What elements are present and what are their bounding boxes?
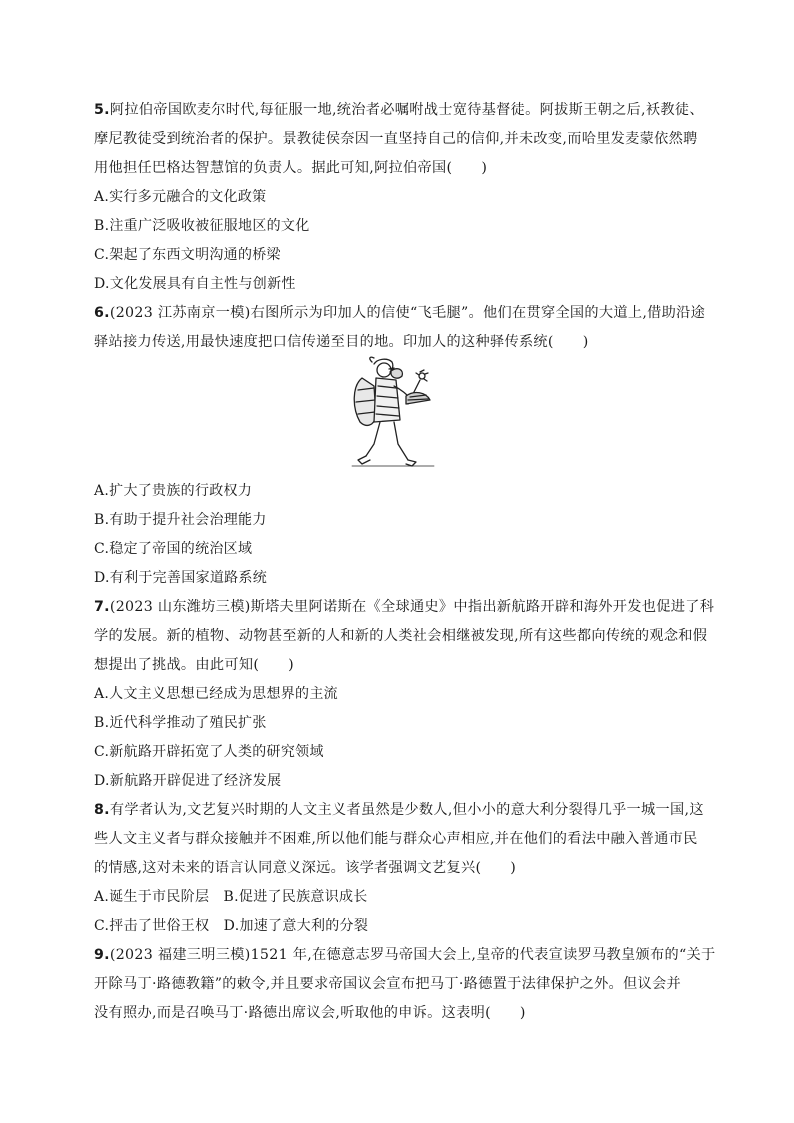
q6-option-a: A.扩大了贵族的行政权力 xyxy=(94,483,253,499)
q6-line-2: 驿站接力传送,用最快速度把口信传递至目的地。印加人的这种驿传系统( ) xyxy=(94,334,589,350)
q7-number: 7. xyxy=(94,599,110,615)
q7-line-1: 7.(2023 山东潍坊三模)斯塔夫里阿诺斯在《全球通史》中指出新航路开辟和海外开发也促进了科 xyxy=(94,599,715,615)
q9-number: 9. xyxy=(94,947,110,963)
q6-option-c: C.稳定了帝国的统治区域 xyxy=(94,541,253,557)
q8-line-3: 的情感,这对未来的语言认同意义深远。该学者强调文艺复兴( ) xyxy=(94,860,517,876)
q7-option-c: C.新航路开辟拓宽了人类的研究领域 xyxy=(94,744,324,760)
q7-line-2: 学的发展。新的植物、动物甚至新的人和新的人类社会相继被发现,所有这些都向传统的观念和假 xyxy=(94,628,708,644)
q9-line-2: 开除马丁·路德教籍”的敕令,并且要求帝国议会宣布把马丁·路德置于法律保护之外。但议会并 xyxy=(94,976,681,992)
q5-option-c: C.架起了东西文明沟通的桥梁 xyxy=(94,247,281,263)
q8-number: 8. xyxy=(94,802,110,818)
q7-option-b: B.近代科学推动了殖民扩张 xyxy=(94,715,267,731)
q5-option-d: D.文化发展具有自主性与创新性 xyxy=(94,276,296,292)
q5-option-a: A.实行多元融合的文化政策 xyxy=(94,189,267,205)
q9-line-1: 9.(2023 福建三明三模)1521 年,在德意志罗马帝国大会上,皇帝的代表宣读罗马教皇颁布的“关于 xyxy=(94,947,716,963)
q7-option-a: A.人文主义思想已经成为思想界的主流 xyxy=(94,686,338,702)
q8-line-2: 些人文主义者与群众接触并不困难,所以他们能与群众心声相应,并在他们的看法中融入普通市民 xyxy=(94,831,698,847)
q8-line-1: 8.有学者认为,文艺复兴时期的人文主义者虽然是少数人,但小小的意大利分裂得几乎一城一国,这 xyxy=(94,802,704,818)
q7-option-d: D.新航路开辟促进了经济发展 xyxy=(94,773,282,789)
q6-option-b: B.有助于提升社会治理能力 xyxy=(94,512,267,528)
q5-option-b: B.注重广泛吸收被征服地区的文化 xyxy=(94,218,310,234)
q5-number: 5. xyxy=(94,102,110,118)
q8-option-ab: A.诞生于市民阶层 B.促进了民族意识成长 xyxy=(94,889,368,905)
q8-option-cd: C.抨击了世俗王权 D.加速了意大利的分裂 xyxy=(94,918,369,934)
q6-number: 6. xyxy=(94,305,110,321)
q5-line-3: 用他担任巴格达智慧馆的负责人。据此可知,阿拉伯帝国( ) xyxy=(94,160,488,176)
q9-line-3: 没有照办,而是召唤马丁·路德出席议会,听取他的申诉。这表明( ) xyxy=(94,1005,526,1021)
q7-line-3: 想提出了挑战。由此可知( ) xyxy=(94,657,295,673)
q5-line-1: 5.阿拉伯帝国欧麦尔时代,每征服一地,统治者必嘱咐战士宽待基督徒。阿拔斯王朝之后,袄教徒、 xyxy=(94,102,704,118)
inca-messenger-illustration xyxy=(344,356,440,474)
q5-line-2: 摩尼教徒受到统治者的保护。景教徒侯奈因一直坚持自己的信仰,并未改变,而哈里发麦蒙依然聘 xyxy=(94,131,698,147)
q6-option-d: D.有利于完善国家道路系统 xyxy=(94,570,268,586)
q6-line-1: 6.(2023 江苏南京一模)右图所示为印加人的信使“飞毛腿”。他们在贯穿全国的大道上,借助沿途 xyxy=(94,305,706,321)
